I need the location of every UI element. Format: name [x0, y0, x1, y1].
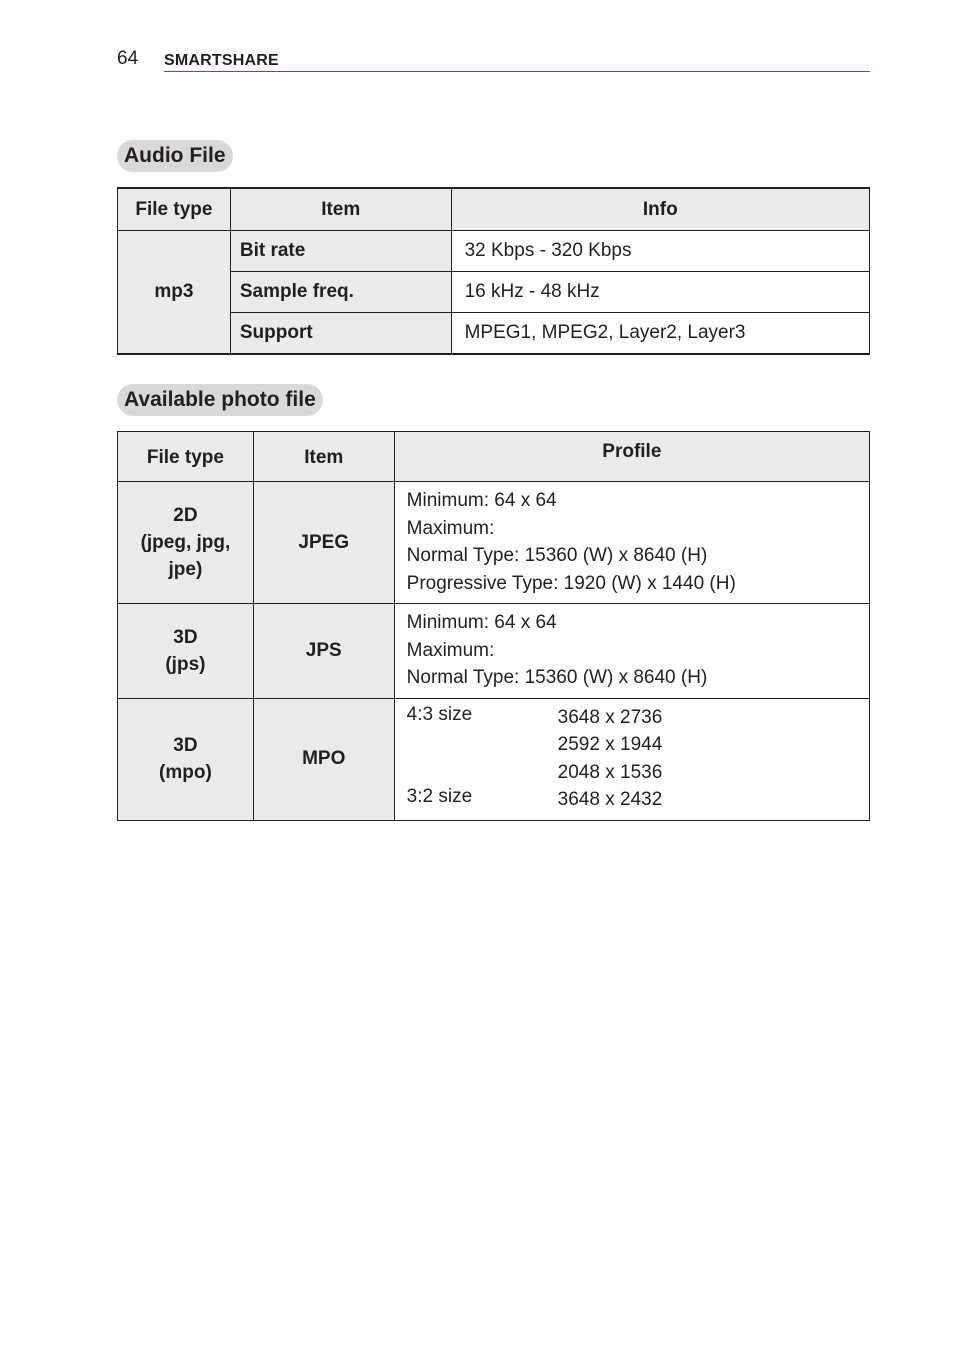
column-header: File type — [118, 188, 231, 231]
profile-line: Minimum: 64 x 64 — [406, 612, 557, 633]
item-cell: Bit rate — [230, 231, 451, 272]
file-type-line: 3D — [173, 735, 198, 756]
size-value: 2048 x 1536 — [557, 761, 663, 783]
profile-cell — [394, 698, 869, 820]
file-type-cell — [118, 604, 254, 699]
profile-line: Progressive Type: 1920 (W) x 1440 (H) — [406, 572, 736, 594]
size-value: 2592 x 1944 — [557, 733, 663, 755]
profile-cell — [394, 604, 869, 699]
info-cell: 32 Kbps - 320 Kbps — [451, 231, 869, 272]
table-header-row — [118, 188, 870, 231]
header-rule — [164, 71, 870, 72]
mpo-size-grid — [395, 699, 869, 809]
size-value: 3648 x 2736 — [557, 706, 663, 728]
column-header: File type — [118, 432, 254, 482]
file-type-line: (jps) — [165, 653, 206, 675]
file-type-cell — [118, 698, 254, 820]
table-row — [118, 604, 870, 699]
size-label-3-2: 3:2 size — [406, 785, 473, 807]
size-label-4-3: 4:3 size — [406, 703, 473, 725]
column-header: Item — [253, 432, 394, 482]
table-row — [118, 313, 870, 355]
column-header: Item — [230, 188, 451, 231]
table-header-row — [118, 432, 870, 482]
file-type-line: (jpeg, jpg, — [140, 532, 231, 553]
audio-table — [117, 187, 870, 355]
info-cell: 16 kHz - 48 kHz — [451, 272, 869, 313]
column-header: Profile — [394, 432, 869, 482]
item-cell: Sample freq. — [230, 272, 451, 313]
table-row — [118, 698, 870, 820]
column-header: Info — [451, 188, 869, 231]
table-row — [118, 231, 870, 272]
photo-section-title: Available photo file — [117, 384, 323, 416]
file-type-line: (mpo) — [159, 762, 212, 783]
item-cell: JPEG — [253, 482, 394, 604]
section-name: SMARTSHARE — [164, 52, 279, 69]
file-type-line: 3D — [173, 626, 198, 648]
profile-line: Normal Type: 15360 (W) x 8640 (H) — [406, 545, 708, 566]
item-cell: JPS — [253, 604, 394, 699]
item-cell: MPO — [253, 698, 394, 820]
file-type-line: jpe) — [168, 559, 203, 580]
profile-line: Maximum: — [406, 639, 495, 661]
file-type-cell: mp3 — [118, 231, 231, 355]
page-number: 64 — [117, 48, 139, 69]
profile-cell — [394, 482, 869, 604]
size-value: 3648 x 2432 — [557, 788, 663, 810]
table-row — [118, 272, 870, 313]
file-type-line: 2D — [173, 505, 198, 526]
profile-line: Minimum: 64 x 64 — [406, 490, 557, 511]
profile-line: Maximum: — [406, 517, 495, 539]
item-cell: Support — [230, 313, 451, 355]
info-cell: MPEG1, MPEG2, Layer2, Layer3 — [451, 313, 869, 355]
profile-line: Normal Type: 15360 (W) x 8640 (H) — [406, 667, 708, 688]
photo-table — [117, 431, 870, 821]
audio-section-title: Audio File — [117, 140, 233, 172]
table-row — [118, 482, 870, 604]
file-type-cell — [118, 482, 254, 604]
